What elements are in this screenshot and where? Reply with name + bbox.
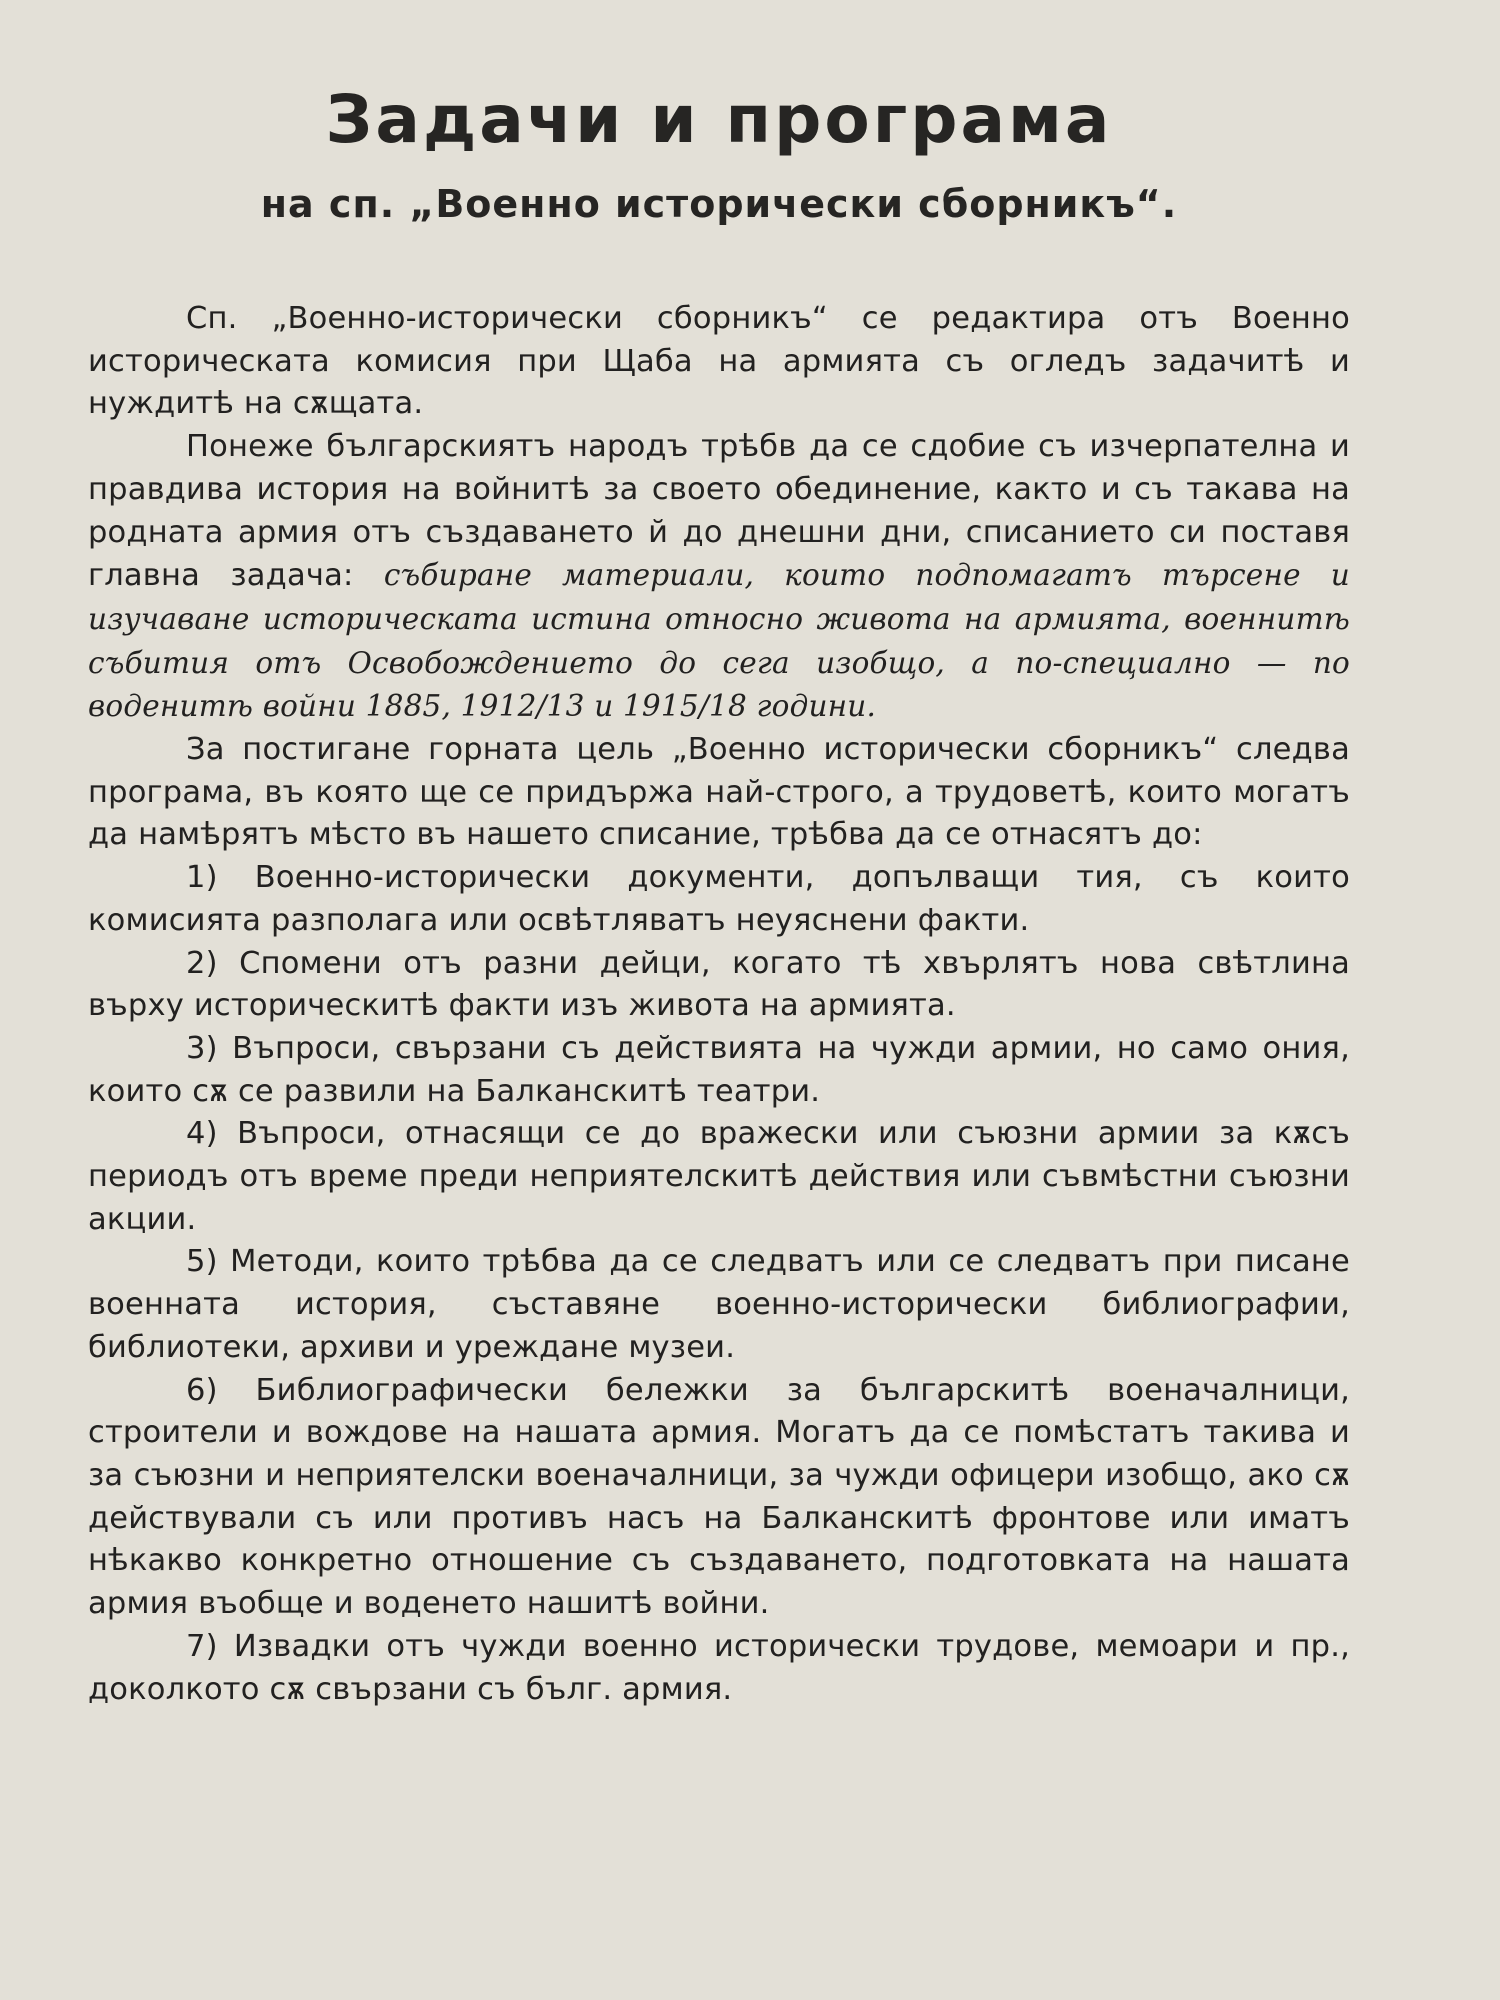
paragraph-main-task-text: Понеже българскиятъ народъ трѣбв да се сдобие съ изчерпателна и правдива история на войнитѣ за своето обединение, както и съ такава на родната армия отъ създаването й до днешни дни, списанието си поставя главна задача: [88,429,1350,594]
page-subtitle: на сп. „Военно исторически сборникъ“. [260,182,1178,226]
page-title: Задачи и програма [325,81,1113,158]
paragraph-program: За постигане горната цель „Военно исторически сборникъ“ следва програма, въ която ще се придържа най-строго, а трудоветѣ, които могатъ да намѣрятъ мѣсто въ нашето списание, трѣбва да се отнасятъ до: [88,732,1350,853]
program-item-6: 6) Библиографически бележки за българскитѣ военачалници, строители и вождове на нашата армия. Могатъ да се помѣстатъ такива и за съюзни и неприятелски военачалници, за чужди офицери изобщо, ако сѫ действували съ или противъ насъ на Балканскитѣ фронтове или иматъ нѣкакво конкретно отношение съ създаването, подготовката на нашата армия въобще и воденето нашитѣ войни. [88,1372,1350,1622]
program-item-4: 4) Въпроси, отнасящи се до вражески или съюзни армии за кѫсъ периодъ отъ време преди неприятелскитѣ действия или съвмѣстни съюзни акции. [88,1116,1350,1237]
program-item-7: 7) Извадки отъ чужди военно исторически трудове, мемоари и пр., доколкото сѫ свързани съ бълг. армия. [88,1628,1350,1707]
paragraph-main-task-italic: събиране материали, които подпомагатъ търсене и изучаване историческата истина относно живота на армията, военнитѣ събития отъ Освобождението до сега изобщо, а по-специално — по воденитѣ войни 1885, 1912/13 и 1915/18 години. [88,558,1350,724]
paragraph-main-task [88,426,1350,729]
program-item-5: 5) Методи, които трѣбва да се следватъ или се следватъ при писане военната история, съставяне военно-исторически библиографии, библиотеки, архиви и уреждане музеи. [88,1244,1350,1365]
program-item-3: 3) Въпроси, свързани съ действията на чужди армии, но само ония, които сѫ се развили на Балканскитѣ театри. [88,1030,1350,1109]
program-list [88,857,1350,1711]
program-item-2: 2) Спомени отъ разни дейци, когато тѣ хвърлятъ нова свѣтлина върху историческитѣ факти изъ живота на армията. [88,945,1350,1024]
program-item-1: 1) Военно-исторически документи, допълващи тия, съ които комисията разполага или освѣтляватъ неуяснени факти. [88,860,1350,938]
paragraph-intro: Сп. „Военно-исторически сборникъ“ се редактира отъ Военно историческата комисия при Щаба на армията съ огледъ задачитѣ и нуждитѣ на сѫщата. [88,301,1350,422]
